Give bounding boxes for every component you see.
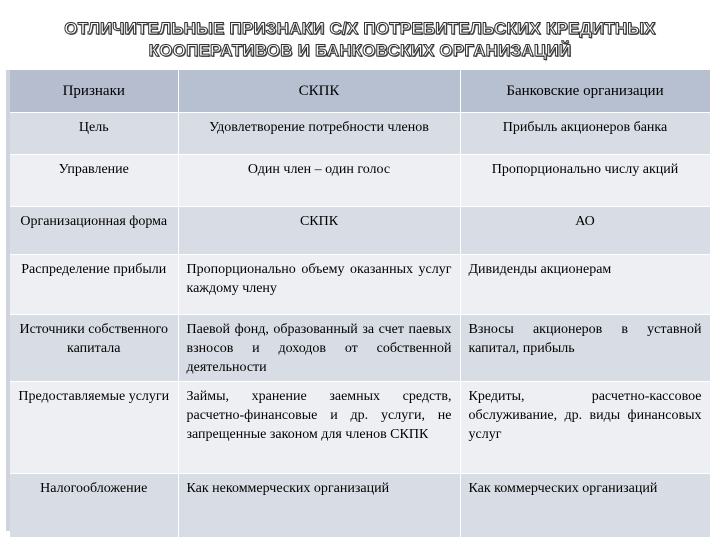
table-row-profit-distribution	[10, 255, 710, 315]
row-feature: Распределение прибыли	[10, 255, 178, 315]
page-title-line-1: ОТЛИЧИТЕЛЬНЫЕ ПРИЗНАКИ С/Х ПОТРЕБИТЕЛЬСКИХ КРЕДИТНЫХ	[64, 19, 656, 38]
row-skpk-value: Один член – один голос	[178, 155, 460, 207]
row-feature: Организационная форма	[10, 207, 178, 255]
row-feature: Управление	[10, 155, 178, 207]
header-skpk: СКПК	[178, 70, 460, 113]
table-row-management	[10, 155, 710, 207]
row-skpk-value: Займы, хранение заемных средств, расчетно-финансовые и др. услуги, не запрещенные законом для членов СКПК	[178, 382, 460, 474]
row-skpk-value: СКПК	[178, 207, 460, 255]
row-feature: Цель	[10, 113, 178, 155]
row-skpk-value: Паевой фонд, образованный за счет паевых взносов и доходов от собственной деятельности	[178, 315, 460, 382]
header-features: Признаки	[10, 70, 178, 113]
comparison-table	[10, 70, 711, 538]
row-skpk-value: Как некоммерческих организаций	[178, 474, 460, 538]
header-banks: Банковские организации	[460, 70, 710, 113]
table-row-services	[10, 382, 710, 474]
row-bank-value: АО	[460, 207, 710, 255]
table-row-org-form	[10, 207, 710, 255]
row-bank-value: Взносы акционеров в уставной капитал, прибыль	[460, 315, 710, 382]
row-skpk-value: Пропорционально объему оказанных услуг каждому члену	[178, 255, 460, 315]
table-header-row	[10, 70, 710, 113]
row-skpk-value: Удовлетворение потребности членов	[178, 113, 460, 155]
row-bank-value: Дивиденды акционерам	[460, 255, 710, 315]
table-row-taxation	[10, 474, 710, 538]
table-row-goal	[10, 113, 710, 155]
page-title-line-2: КООПЕРАТИВОВ И БАНКОВСКИХ ОРГАНИЗАЦИЙ	[148, 41, 572, 60]
row-feature: Предоставляемые услуги	[10, 382, 178, 474]
table-row-capital-sources	[10, 315, 710, 382]
row-bank-value: Кредиты, расчетно-кассовое обслуживание, др. виды финансовых услуг	[460, 382, 710, 474]
row-bank-value: Пропорционально числу акций	[460, 155, 710, 207]
row-feature: Источники собственного капитала	[10, 315, 178, 382]
row-feature: Налогообложение	[10, 474, 178, 538]
page-title	[0, 18, 720, 62]
row-bank-value: Прибыль акционеров банка	[460, 113, 710, 155]
row-bank-value: Как коммерческих организаций	[460, 474, 710, 538]
